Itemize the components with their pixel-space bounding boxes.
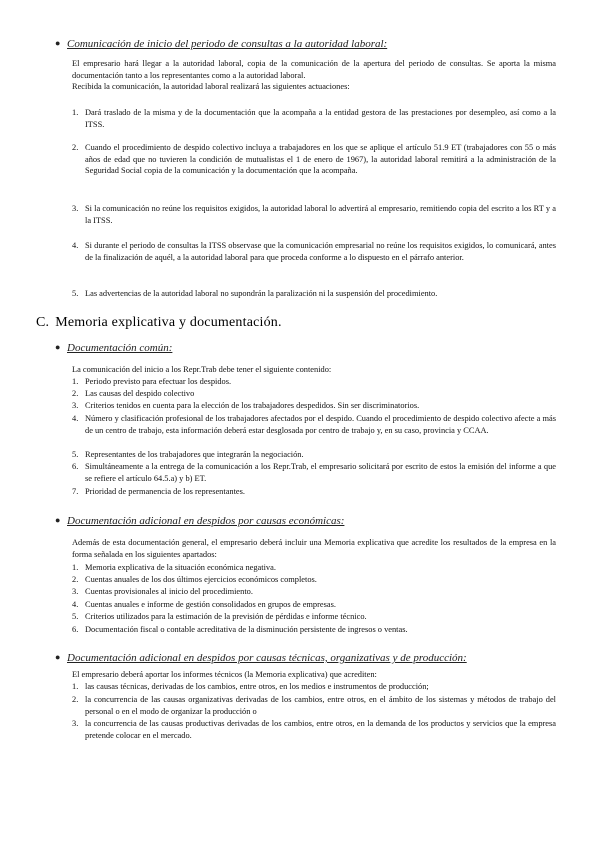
- heading-causas-tecnicas: ● Documentación adicional en despidos por causas técnicas, organizativas y de producción:: [55, 652, 467, 664]
- list-item: 3. Si la comunicación no reúne los requisitos exigidos, la autoridad laboral lo advertirá al empresario, remitiendo copia del escrito a los RT y a la ITSS.: [72, 204, 556, 225]
- list-item: 4. Si durante el periodo de consultas la ITSS observase que la comunicación empresarial no reúne los requisitos exigidos, lo comunicará, antes de la finalización de aquél, a la autoridad laboral para que proceda conforme a lo dispuesto en el párrafo anterior.: [72, 241, 556, 262]
- list-item: 3. Criterios tenidos en cuenta para la elección de los trabajadores despedidos. Sin ser discriminatorios.: [72, 401, 420, 410]
- paragraph: El empresario deberá aportar los informes técnicos (la Memoria explicativa) que acrediten:: [72, 670, 377, 679]
- bullet-icon: ●: [55, 515, 61, 525]
- paragraph: El empresario hará llegar a la autoridad laboral, copia de la comunicación de la apertura del periodo de consultas. Se aporta la misma documentación tanto a los representantes como a la autoridad laboral.: [72, 59, 556, 80]
- list-item: 2. la concurrencia de las causas organizativas derivadas de los cambios, entre otros, en el ámbito de los sistemas y métodos de trabajo del personal o en el modo de organizar la producción o: [72, 695, 556, 716]
- list-item: 2. Las causas del despido colectivo: [72, 389, 195, 398]
- list-item: 6. Documentación fiscal o contable acreditativa de la disminución persistente de ingresos o ventas.: [72, 625, 408, 634]
- paragraph: La comunicación del inicio a los Repr.Trab debe tener el siguiente contenido:: [72, 365, 332, 374]
- heading-causas-economicas: ● Documentación adicional en despidos por causas económicas:: [55, 515, 345, 527]
- paragraph: Recibida la comunicación, la autoridad laboral realizará las siguientes actuaciones:: [72, 82, 350, 91]
- bullet-icon: ●: [55, 652, 61, 662]
- list-item: 5. Representantes de los trabajadores que integrarán la negociación.: [72, 450, 304, 459]
- section-title: C. Memoria explicativa y documentación.: [36, 315, 282, 330]
- list-item: 7. Prioridad de permanencia de los representantes.: [72, 487, 245, 496]
- bullet-icon: ●: [55, 342, 61, 352]
- list-item: 1. Dará traslado de la misma y de la documentación que la acompaña a la entidad gestora de las prestaciones por desempleo, así como a la ITSS.: [72, 108, 556, 129]
- heading-documentacion-comun: ● Documentación común:: [55, 342, 173, 354]
- list-item: 1. las causas técnicas, derivadas de los cambios, entre otros, en los medios e instrumentos de producción;: [72, 682, 429, 691]
- list-item: 5. Las advertencias de la autoridad laboral no supondrán la paralización ni la suspensión del procedimiento.: [72, 289, 438, 298]
- list-item: 2. Cuentas anuales de los dos últimos ejercicios económicos completos.: [72, 575, 317, 584]
- list-item: 1. Memoria explicativa de la situación económica negativa.: [72, 563, 276, 572]
- heading-comunicacion: ● Comunicación de inicio del periodo de consultas a la autoridad laboral:: [55, 38, 388, 50]
- list-item: 4. Cuentas anuales e informe de gestión consolidados en grupos de empresas.: [72, 600, 336, 609]
- paragraph: Además de esta documentación general, el empresario deberá incluir una Memoria explicativa que acredite los resultados de la empresa en la forma señalada en los siguientes apartados:: [72, 538, 556, 559]
- list-item: 3. Cuentas provisionales al inicio del procedimiento.: [72, 587, 253, 596]
- bullet-icon: ●: [55, 38, 61, 48]
- list-item: 5. Criterios utilizados para la estimación de la previsión de pérdidas e informe técnico.: [72, 612, 367, 621]
- list-item: 4. Número y clasificación profesional de los trabajadores afectados por el despido. Cuando el procedimiento de despido colectivo afecte a más de un centro de trabajo, esta información deberá estar desglosada por centro de trabajo y, en su caso, provincia y CCAA.: [72, 414, 556, 435]
- list-item: 1. Periodo previsto para efectuar los despidos.: [72, 377, 232, 386]
- list-item: 2. Cuando el procedimiento de despido colectivo incluya a trabajadores en los que se aplique el artículo 51.9 ET (trabajadores con 55 o más años de edad que no tuvieren la condición de mutualistas el 1 de enero de 1967), la autoridad laboral remitirá a la administración de la Seguridad Social copia de la comunicación y la documentación que la acompaña.: [72, 143, 556, 175]
- list-item: 3. la concurrencia de las causas productivas derivadas de los cambios, entre otros, en la demanda de los productos y servicios que la empresa pretende colocar en el mercado.: [72, 719, 556, 740]
- list-item: 6. Simultáneamente a la entrega de la comunicación a los Repr.Trab, el empresario solicitará por escrito de estos la emisión del informe a que se refiere el artículo 64.5.a) y b) ET.: [72, 462, 556, 483]
